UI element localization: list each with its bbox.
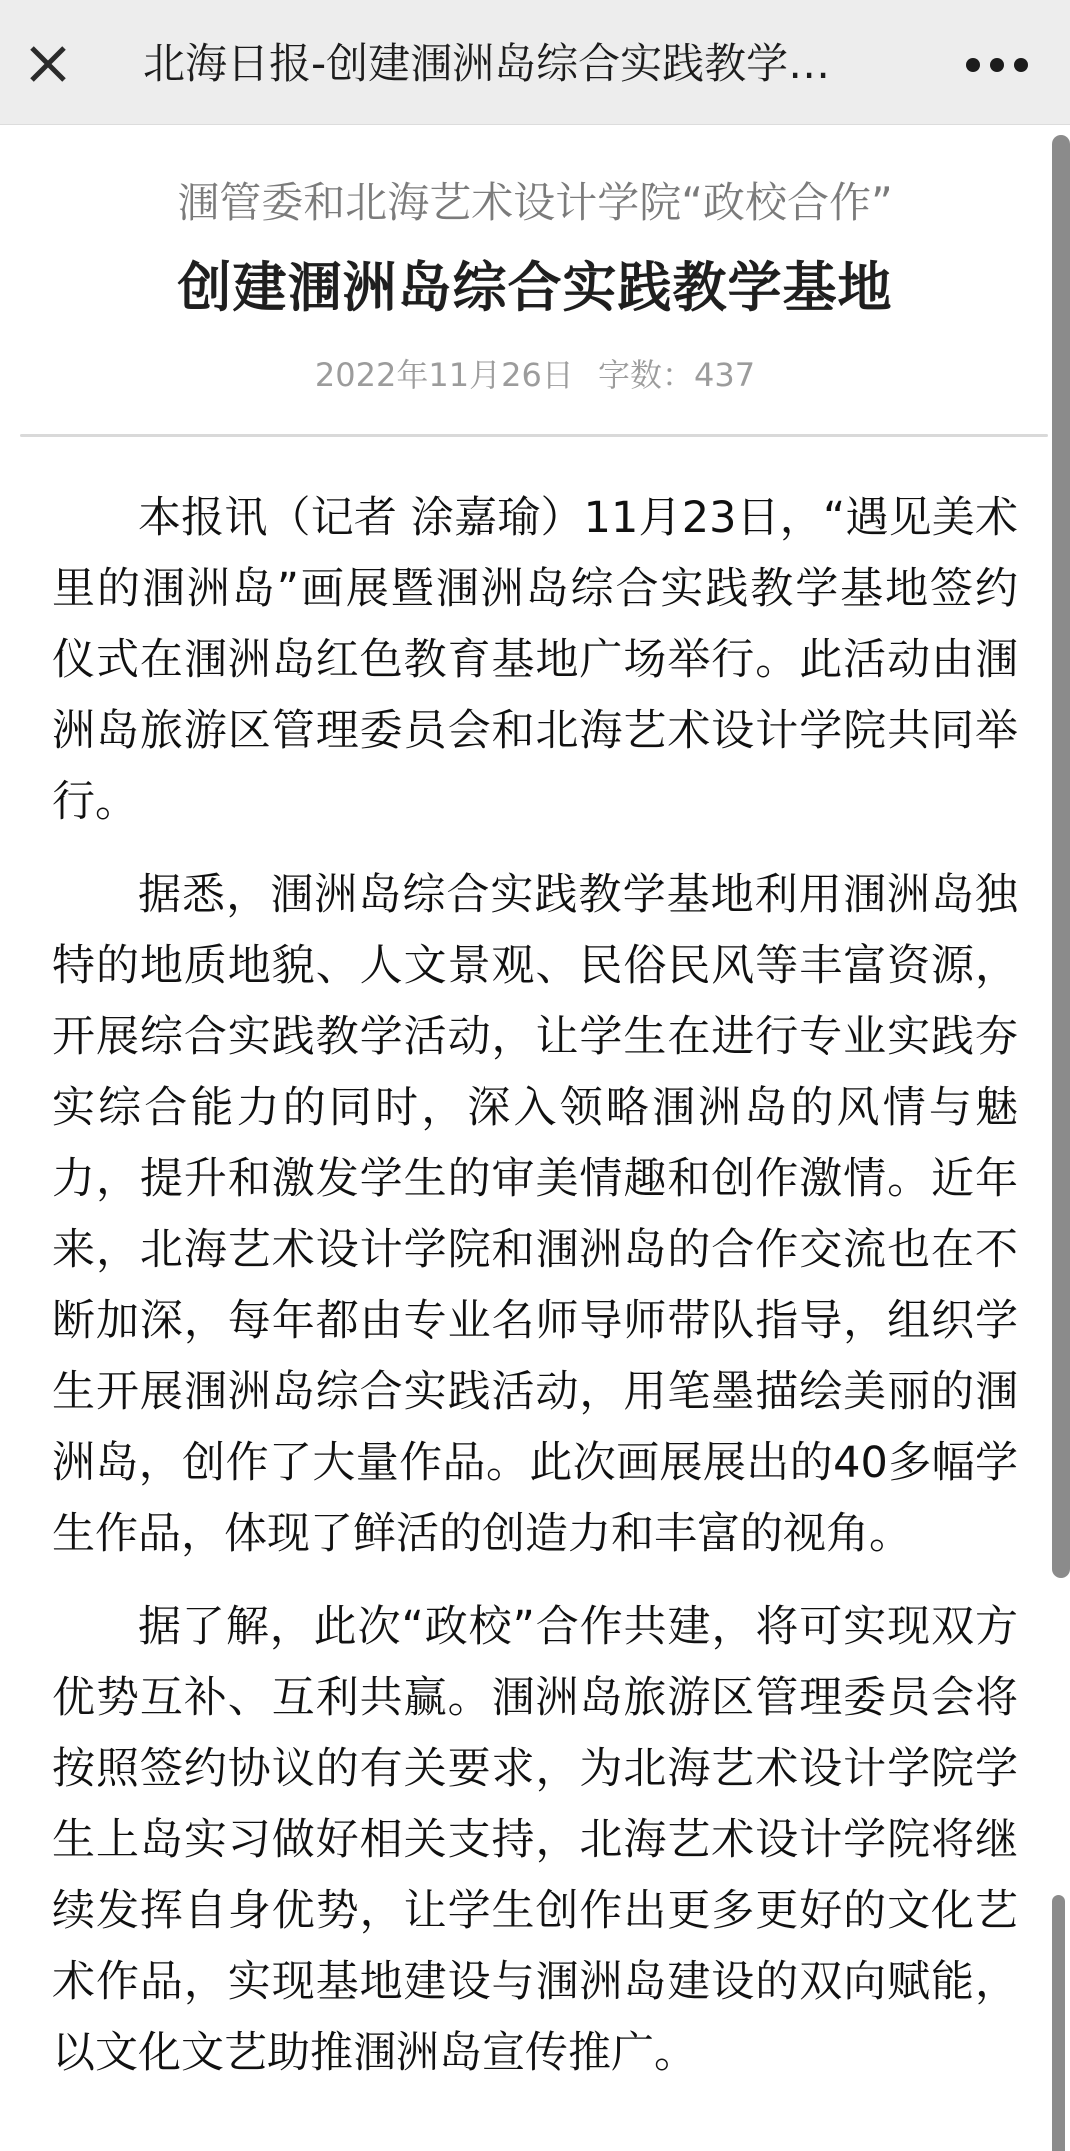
scrollbar-thumb[interactable] — [1052, 135, 1070, 1578]
more-menu-button[interactable] — [966, 40, 1028, 90]
paragraph: 据悉，涠洲岛综合实践教学基地利用涠洲岛独特的地质地貌、人文景观、民俗民风等丰富资源，开展综合实践教学活动，让学生在进行专业实践夯实综合能力的同时，深入领略涠洲岛的风情与魅力，提升和激发学生的审美情趣和创作激情。近年来，北海艺术设计学院和涠洲岛的合作交流也在不断加深，每年都由专业名师导师带队指导，组织学生开展涠洲岛综合实践活动，用笔墨描绘美丽的涠洲岛，创作了大量作品。此次画展展出的40多幅学生作品，体现了鲜活的创造力和丰富的视角。 — [52, 870, 1018, 1559]
publish-date: 2022年11月26日 — [314, 356, 574, 394]
article-title: 创建涠洲岛综合实践教学基地 — [177, 256, 893, 319]
scrollbar-thumb-secondary[interactable] — [1052, 1895, 1065, 2151]
more-icon — [1014, 58, 1028, 72]
word-count: 字数：437 — [597, 356, 756, 394]
paragraph: 本报讯（记者 涂嘉瑜）11月23日，“遇见美术里的涠洲岛”画展暨涠洲岛综合实践教学基地签约仪式在涠洲岛红色教育基地广场举行。此活动由涠洲岛旅游区管理委员会和北海艺术设计学院共同举行。 — [52, 493, 1018, 827]
close-icon — [28, 44, 68, 84]
article-subtitle: 涠管委和北海艺术设计学院“政校合作” — [177, 178, 893, 227]
more-icon — [990, 58, 1004, 72]
more-icon — [966, 58, 980, 72]
article-body — [52, 483, 1018, 2089]
topbar — [0, 0, 1070, 125]
close-button[interactable] — [26, 42, 70, 86]
paragraph: 据了解，此次“政校”合作共建，将可实现双方优势互补、互利共赢。涠洲岛旅游区管理委员会将按照签约协议的有关要求，为北海艺术设计学院学生上岛实习做好相关支持，北海艺术设计学院将继续发挥自身优势，让学生创作出更多更好的文化艺术作品，实现基地建设与涠洲岛建设的双向赋能，以文化文艺助推涠洲岛宣传推广。 — [52, 1602, 1018, 2078]
header-divider — [20, 434, 1048, 437]
page-title: 北海日报-创建涠洲岛综合实践教学… — [143, 39, 831, 88]
article-meta — [0, 358, 1070, 392]
